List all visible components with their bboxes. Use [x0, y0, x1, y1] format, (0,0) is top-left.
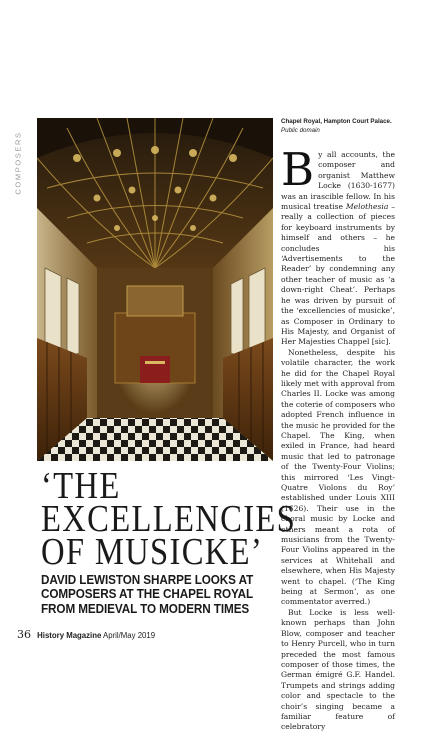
caption-title: Chapel Royal, Hampton Court Palace. [281, 118, 392, 125]
headline-line: ‘THE [41, 465, 121, 507]
paragraph-text: – really a collection of pieces for keyboard instruments by himself and others – he concludes his ‘Advertisements to the Reader’ by condemning any other teacher of music as ‘a down-right Cheat’. Perhaps he was driven by pursuit of the ‘excellencies of musicke’, as Composer in Ordinary to His Majesty, and Organist of Her Majesties Chappel [sic]. [281, 202, 395, 347]
standfirst: DAVID LEWISTON SHARPE LOOKS AT COMPOSERS AT THE CHAPEL ROYAL FROM MEDIEVAL TO MODERN TIMES [41, 573, 254, 616]
chapel-royal-photo [37, 118, 273, 461]
drop-cap: B [281, 143, 315, 196]
headline-line: OF MUSICKE’ [41, 531, 264, 573]
magazine-name: History Magazine [37, 631, 102, 640]
section-label [13, 118, 23, 208]
caption-credit: Public domain [281, 126, 320, 134]
chapel-illustration [37, 118, 273, 461]
section-label-text: COMPOSERS [13, 131, 23, 195]
article-paragraph [281, 143, 395, 348]
article-paragraph: Nonetheless, despite his volatile character, the work he did for the Chapel Royal likely met with approval from Charles II. Locke was among the coterie of composers who adopted French influence in the music he provided for the Chapel. The King, when exiled in France, had heard music that led to patronage of the Twenty-Four Violins; this mirrored ‘Les Vingt-Quatre Violons du Roy’ established under Louis XIII (1626). Their use in the choral music by Locke and others meant a rota of musicians from the Twenty-Four Violins appeared in the services at Whitehall and elsewhere, when His Majesty went to chapel. (‘The King being at Sermon’, as one commentator averred.) [281, 347, 396, 607]
page-footer [17, 628, 155, 641]
headline-line: EXCELLENCIES [41, 498, 297, 540]
page-number: 36 [17, 628, 31, 641]
photo-caption [281, 118, 401, 135]
article-body [281, 143, 396, 733]
paragraph-text: y all accounts, the composer and organist Matthew Locke (1630-1677) was an irascible fellow. In his musical treatise [281, 150, 395, 212]
issue-date: April/May 2019 [103, 631, 156, 640]
book-title: Melothesia [345, 202, 389, 212]
article-paragraph: But Locke is less well-known perhaps than John Blow, composer and teacher to Henry Purcell, who in turn preceded the most famous composer of those times, the German émigré G.F. Handel. Trumpets and strings adding color and spectacle to the choir’s singing became a familiar feature of celebratory [281, 607, 395, 732]
article-headline [41, 465, 297, 573]
